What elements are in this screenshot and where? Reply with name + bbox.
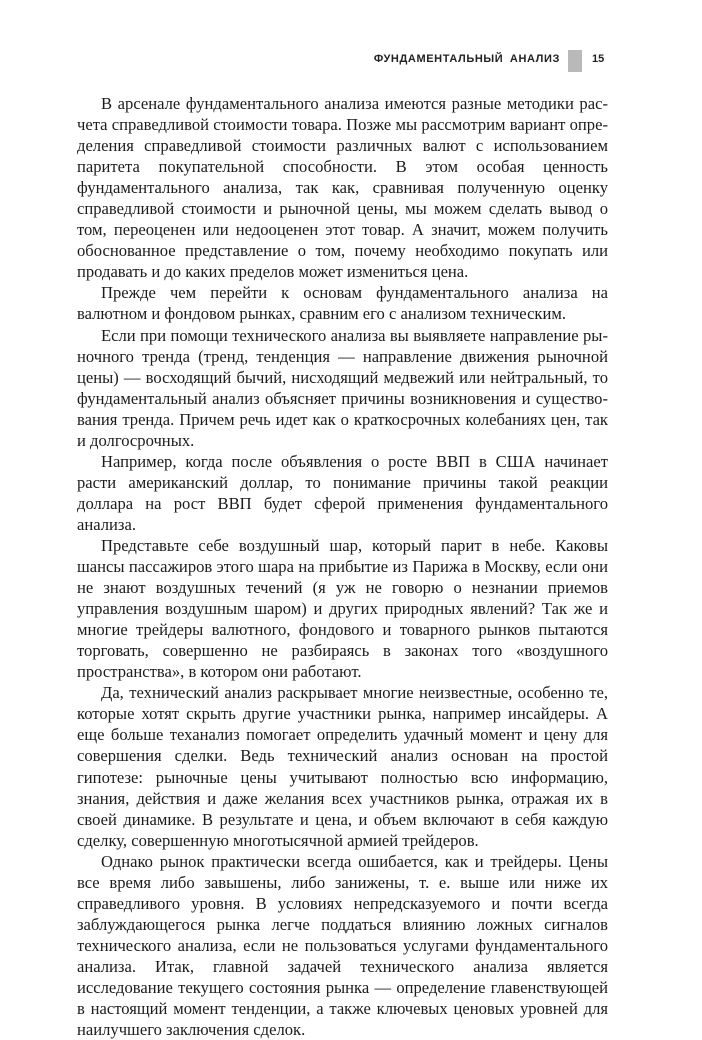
paragraph: Например, когда после объявления о росте ВВП в США начинает расти американский доллар, то понимание причины такой реакции доллара на рост ВВП будет сферой применения фундаментального анализа. bbox=[77, 451, 608, 534]
header-bar-decoration bbox=[568, 50, 582, 72]
running-title: ФУНДАМЕНТАЛЬНЫЙ АНАЛИЗ bbox=[373, 53, 560, 65]
paragraph: Прежде чем перейти к основам фундаментального анализа на валютном и фондовом рынках, сравним его с анализом техническим. bbox=[77, 283, 608, 324]
paragraph: В арсенале фундаментального анализа имеются разные методики расчета справедливой стоимости товара. Позже мы рассмотрим вариант определения справедливой стоимости различных валют с использованием паритета покупательной способности. В этом особая ценность фундаментального анализа, так как, сравнивая полученную оценку справедливой стоимости и рыночной цены, мы можем сделать вывод о том, переоценен или недооценен этот товар. А значит, можем получить обоснованное представление о том, почему необходимо покупать или продавать и до каких пределов может измениться цена. bbox=[77, 94, 608, 282]
running-header bbox=[0, 50, 702, 72]
page-number: 15 bbox=[592, 53, 605, 65]
paragraph: Представьте себе воздушный шар, который парит в небе. Каковы шансы пассажиров этого шара на прибытие из Парижа в Москву, если они не знают воздушных течений (я уж не говорю о незнании приемов управления воздушным шаром) и других природных явлений? Так же и многие трейдеры валютного, фондового и товарного рынков пытаются торговать, совершенно не разбираясь в законах того «воздушного пространства», в котором они работают. bbox=[77, 535, 608, 682]
paragraph: Да, технический анализ раскрывает многие неизвестные, особенно те, которые хотят скрыть другие участники рынка, например инсайдеры. А еще больше теханализ помогает определить удачный момент и цену для совершения сделки. Ведь технический анализ основан на простой гипотезе: рыночные цены учитывают полностью всю информацию, знания, действия и даже желания всех участников рынка, отражая их в своей динамике. В результате и цена, и объем включают в себя каждую сделку, совершенную многотысячной армией трейдеров. bbox=[77, 683, 608, 850]
paragraph: Однако рынок практически всегда ошибается, как и трейдеры. Цены все время либо завышены, либо занижены, т. е. выше или ниже их справедливого уровня. В условиях непредсказуемого и почти всегда заблуждающегося рынка легче поддаться влиянию ложных сигналов технического анализа, если не пользоваться услугами фундаментального анализа. Итак, главной задачей технического анализа является исследование текущего состояния рынка — определение главенствующей в настоящий момент тенденции, а также ключевых ценовых уровней для наилучшего заключения сделок. bbox=[77, 851, 608, 1040]
paragraph: Если при помощи технического анализа вы выявляете направление рыночного тренда (тренд, тенденция — направление движения рыночной цены) — восходящий бычий, нисходящий медвежий или нейтральный, то фундаментальный анализ объясняет причины возникновения и существования тренда. Причем речь идет как о краткосрочных колебаниях цен, так и долгосрочных. bbox=[77, 325, 608, 450]
body-text bbox=[77, 93, 608, 1040]
